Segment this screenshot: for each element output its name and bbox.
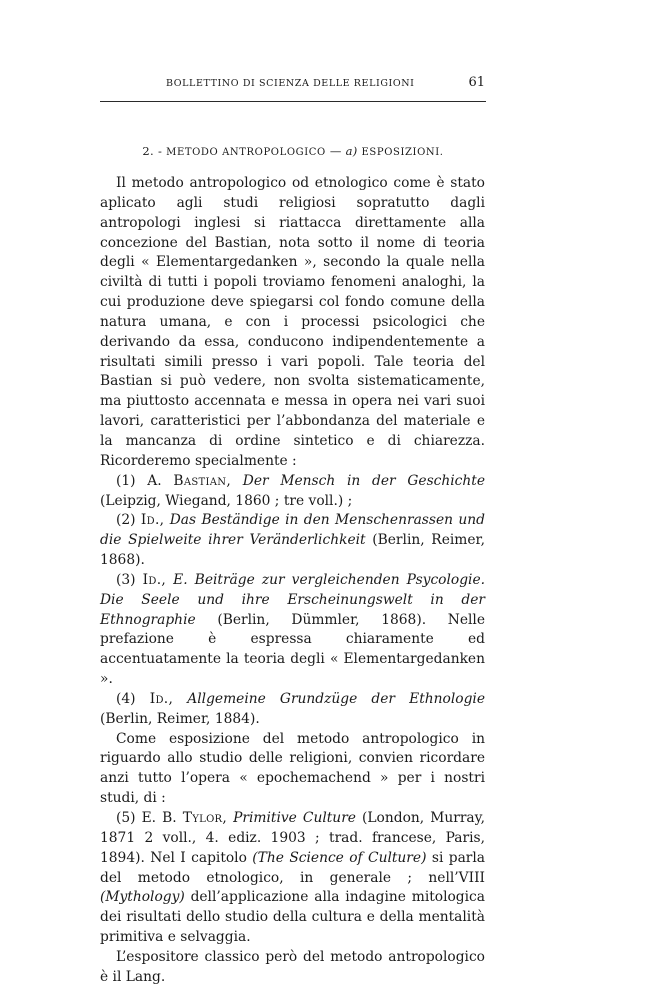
ref-title: E. Beiträge zur vergleichenden Psycologie. Die Seele und ihre Erscheinungswelt in der Ethnographie [100,571,485,628]
reference-3 [100,571,485,690]
ref-author: Tylor, [182,810,228,826]
ref-author: Id., [140,512,165,529]
ref-title: Das Beständige in den Menschenrassen und die Spielweite ihrer Veränderlichkeit [100,512,485,549]
ref-number: (4) [116,690,136,707]
section-heading [100,144,486,158]
section-title: METODO ANTROPOLOGICO [166,147,326,158]
ref-author: Id., [142,571,167,588]
ref-chapter-title-2: (Mythology) [100,889,185,906]
ref-details: (Berlin, Dümmler, 1868). Nelle prefazione è espressa chiaramente ed accentuatamente la teoria degli « Elementargedanken ». [100,611,485,688]
paragraph-intro: Il metodo antropologico od etnologico come è stato aplicato agli studi religiosi sopratutto dagli antropologi inglesi si riattacca direttamente alla concezione del Bastian, nota sotto il nome di teoria degli « Elementargedanken », secondo la quale nella civiltà di tutti i popoli troviamo fenomeni analoghi, la cui produzione deve spiegarsi col fondo comune della natura umana, e con i processi psicologici che derivando da essa, conducono indipendentemente a risultati simili presso i vari popoli. Tale teoria del Bastian si può vedere, non svolta sistematicamente, ma piuttosto accennata e messa in opera nei vari suoi lavori, caratteristici per l’abbondanza del materiale e la mancanza di ordine sintetico e di chiarezza. Ricorderemo specialmente : [100,175,485,469]
ref-details: (London, Murray, 1871 2 voll., 4. ediz. 1903 ; trad. francese, Paris, 1894). Nel I capitolo [100,810,485,866]
ref-author: Id., [149,690,174,707]
ref-number: (5) E. B. [116,810,177,826]
ref-details-2: si parla del metodo etnologico, in generale ; nell’VIII [100,849,486,886]
subsection-letter: a) [345,144,358,158]
page-number: 61 [468,75,485,90]
ref-chapter-title: (The Science of Culture) [252,849,427,866]
ref-number: (3) [116,571,136,588]
ref-number: (2) [116,512,136,529]
paragraph-lang: L’espositore classico però del metodo antropologico è il Lang. [100,948,485,985]
reference-1 [100,472,485,512]
ref-title: Primitive Culture [233,810,356,826]
ref-author: Bastian, [173,472,232,489]
section-number: 2. - [142,144,163,158]
section-subtitle: ESPOSIZIONI. [361,147,444,158]
reference-5 [100,809,485,948]
ref-details-3: dell’applicazione alla indagine mitologica dei risultati dello studio della cultura e della mentalità primitiva e selvaggia. [100,889,485,946]
ref-details: (Berlin, Reimer, 1884). [100,710,260,727]
running-title: BOLLETTINO DI SCIENZA DELLE RELIGIONI [166,78,415,89]
ref-details: (Berlin, Reimer, 1868). [100,532,485,569]
reference-2 [100,511,485,571]
section-dash: — [329,144,342,158]
header-rule [100,101,486,102]
ref-title: Allgemeine Grundzüge der Ethnologie [187,690,485,707]
ref-details: (Leipzig, Wiegand, 1860 ; tre voll.) ; [100,492,353,509]
ref-number: (1) A. [116,472,162,489]
reference-4 [100,690,485,730]
ref-title: Der Mensch in der Geschichte [242,472,486,489]
body-text [100,174,485,988]
paragraph-tylor-intro: Come esposizione del metodo antropologico in riguardo allo studio delle religioni, convien ricordare anzi tutto l’opera « epochemachend » per i nostri studi, di : [100,730,485,807]
